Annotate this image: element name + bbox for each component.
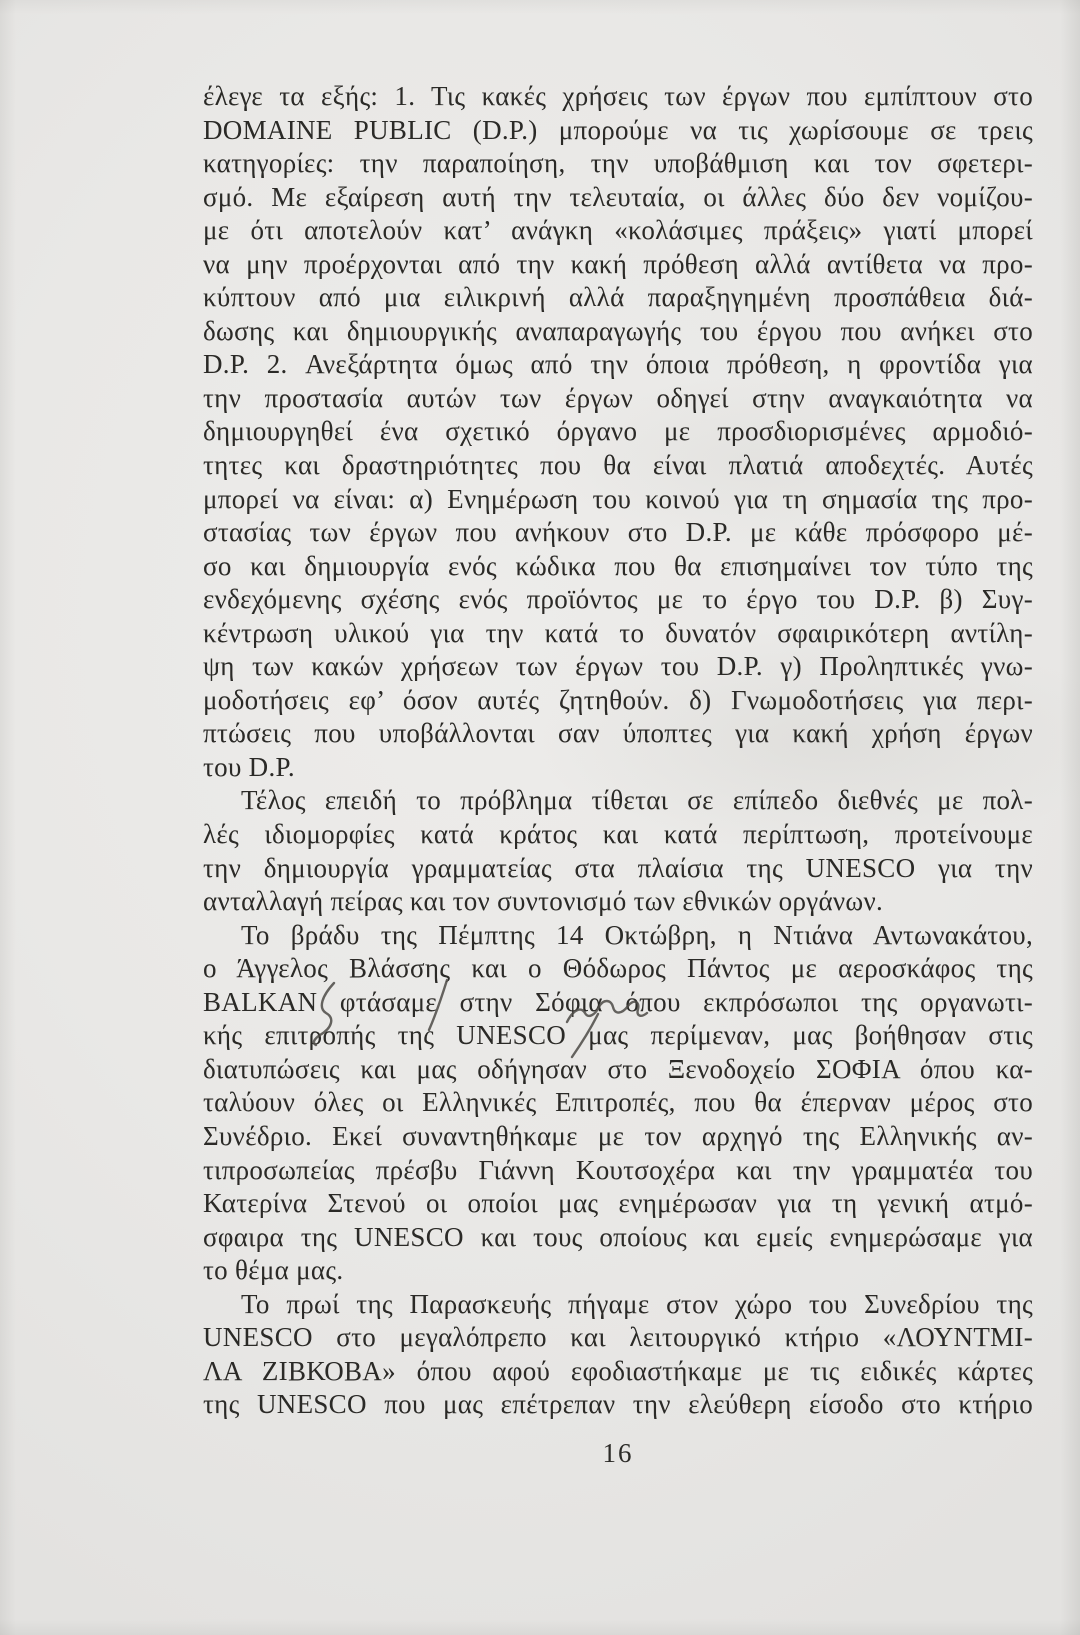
text-line: κύπτουν από μια ειλικρινή αλλά παραξηγημένη προσπάθεια διά- <box>203 282 1033 313</box>
text-line: τητες και δραστηριότητες που θα είναι πλατιά αποδεχτές. Αυτές <box>203 450 1033 481</box>
text-line: του D.P. <box>203 751 295 782</box>
text-line: κατηγορίες: την παραποίηση, την υποβάθμιση και τον σφετερι- <box>203 148 1033 179</box>
text-line: DOMAINE PUBLIC (D.P.) μπορούμε να τις χωρίσουμε σε τρεις <box>203 114 1033 145</box>
text-line: ταλύουν όλες οι Ελληνικές Επιτροπές, που θα έπερναν μέρος στο <box>203 1087 1033 1118</box>
text-line: D.P. 2. Ανεξάρτητα όμως από την όποια πρόθεση, η φροντίδα για <box>203 349 1033 380</box>
page-number: 16 <box>602 1438 634 1468</box>
text-line: την προστασία αυτών των έργων οδηγεί στην αναγκαιότητα να <box>203 382 1033 413</box>
text-line: ψη των κακών χρήσεων των έργων του D.P. γ) Προληπτικές γνω- <box>203 651 1033 682</box>
text-line: UNESCO στο μεγαλόπρεπο και λειτουργικό κτήριο «ΛΟΥΝΤΜΙ- <box>203 1322 1033 1353</box>
text-line: σμό. Με εξαίρεση αυτή την τελευταία, οι άλλες δύο δεν νομίζου- <box>203 181 1033 212</box>
text-line: να μην προέρχονται από την κακή πρόθεση αλλά αντίθετα να προ- <box>203 248 1033 279</box>
text-line: πτώσεις που υποβάλλονται σαν ύποπτες για κακή χρήση έργων <box>203 718 1033 749</box>
text-line: ανταλλαγή πείρας και τον συντονισμό των εθνικών οργάνων. <box>203 886 884 917</box>
text-block <box>203 80 1033 1422</box>
text-line: στασίας των έργων που ανήκουν στο D.P. με κάθε πρόσφορο μέ- <box>203 517 1033 548</box>
text-line: κέντρωση υλικού για την κατά το δυνατόν σφαιρικότερη αντίλη- <box>203 617 1033 648</box>
text-line: Κατερίνα Στενού οι οποίοι μας ενημέρωσαν για τη γενική ατμό- <box>203 1188 1033 1219</box>
text-line: με ότι αποτελούν κατ’ ανάγκη «κολάσιμες πράξεις» γιατί μπορεί <box>203 215 1033 246</box>
text-line: δημιουργηθεί ένα σχετικό όργανο με προσδιορισμένες αρμοδιό- <box>203 416 1033 447</box>
text-line: σφαιρα της UNESCO και τους οποίους και εμείς ενημερώσαμε για <box>203 1221 1033 1252</box>
text-line: μπορεί να είναι: α) Ενημέρωση του κοινού για τη σημασία της προ- <box>203 483 1033 514</box>
text-line: Τέλος επειδή το πρόβλημα τίθεται σε επίπεδο διεθνές με πολ- <box>241 785 1033 816</box>
text-line: Συνέδριο. Εκεί συναντηθήκαμε με τον αρχηγό της Ελληνικής αν- <box>203 1120 1033 1151</box>
text-line: δωσης και δημιουργικής αναπαραγωγής του έργου που ανήκει στο <box>203 315 1033 346</box>
text-line: BALKAN φτάσαμε στην Σόφια όπου εκπρόσωποι της οργανωτι- <box>203 986 1033 1017</box>
text-line: ο Άγγελος Βλάσσης και ο Θόδωρος Πάντος με αεροσκάφος της <box>203 953 1033 984</box>
text-line: ΛΑ ΖΙΒΚΟΒΑ» όπου αφού εφοδιαστήκαμε με τις ειδικές κάρτες <box>203 1355 1033 1386</box>
text-line: μοδοτήσεις εφ’ όσον αυτές ζητηθούν. δ) Γνωμοδοτήσεις για περι- <box>203 684 1033 715</box>
text-line: διατυπώσεις και μας οδήγησαν στο Ξενοδοχείο ΣΟΦΙΑ όπου κα- <box>203 1053 1033 1084</box>
text-line: έλεγε τα εξής: 1. Τις κακές χρήσεις των έργων που εμπίπτουν στο <box>203 81 1033 111</box>
text-line: την δημιουργία γραμματείας στα πλαίσια της UNESCO για την <box>203 852 1033 883</box>
text-line: Το πρωί της Παρασκευής πήγαμε στον χώρο του Συνεδρίου της <box>241 1288 1033 1319</box>
text-line: σο και δημιουργία ενός κώδικα που θα επισημαίνει τον τύπο της <box>203 550 1033 581</box>
text-line: τιπροσωπείας πρέσβυ Γιάννη Κουτσοχέρα και την γραμματέα του <box>203 1154 1033 1185</box>
text-line: Το βράδυ της Πέμπτης 14 Οκτώβρη, η Ντιάνα Αντωνακάτου, <box>241 919 1033 950</box>
text-line: κής επιτροπής της UNESCO μας περίμεναν, μας βοήθησαν στις <box>203 1020 1033 1051</box>
text-line: λές ιδιομορφίες κατά κράτος και κατά περίπτωση, προτείνουμε <box>203 819 1033 850</box>
text-line: το θέμα μας. <box>203 1255 344 1286</box>
text-line: της UNESCO που μας επέτρεπαν την ελεύθερη είσοδο στο κτήριο <box>203 1389 1033 1420</box>
text-line: ενδεχόμενης σχέσης ενός προϊόντος με το έργο του D.P. β) Συγ- <box>203 584 1033 615</box>
